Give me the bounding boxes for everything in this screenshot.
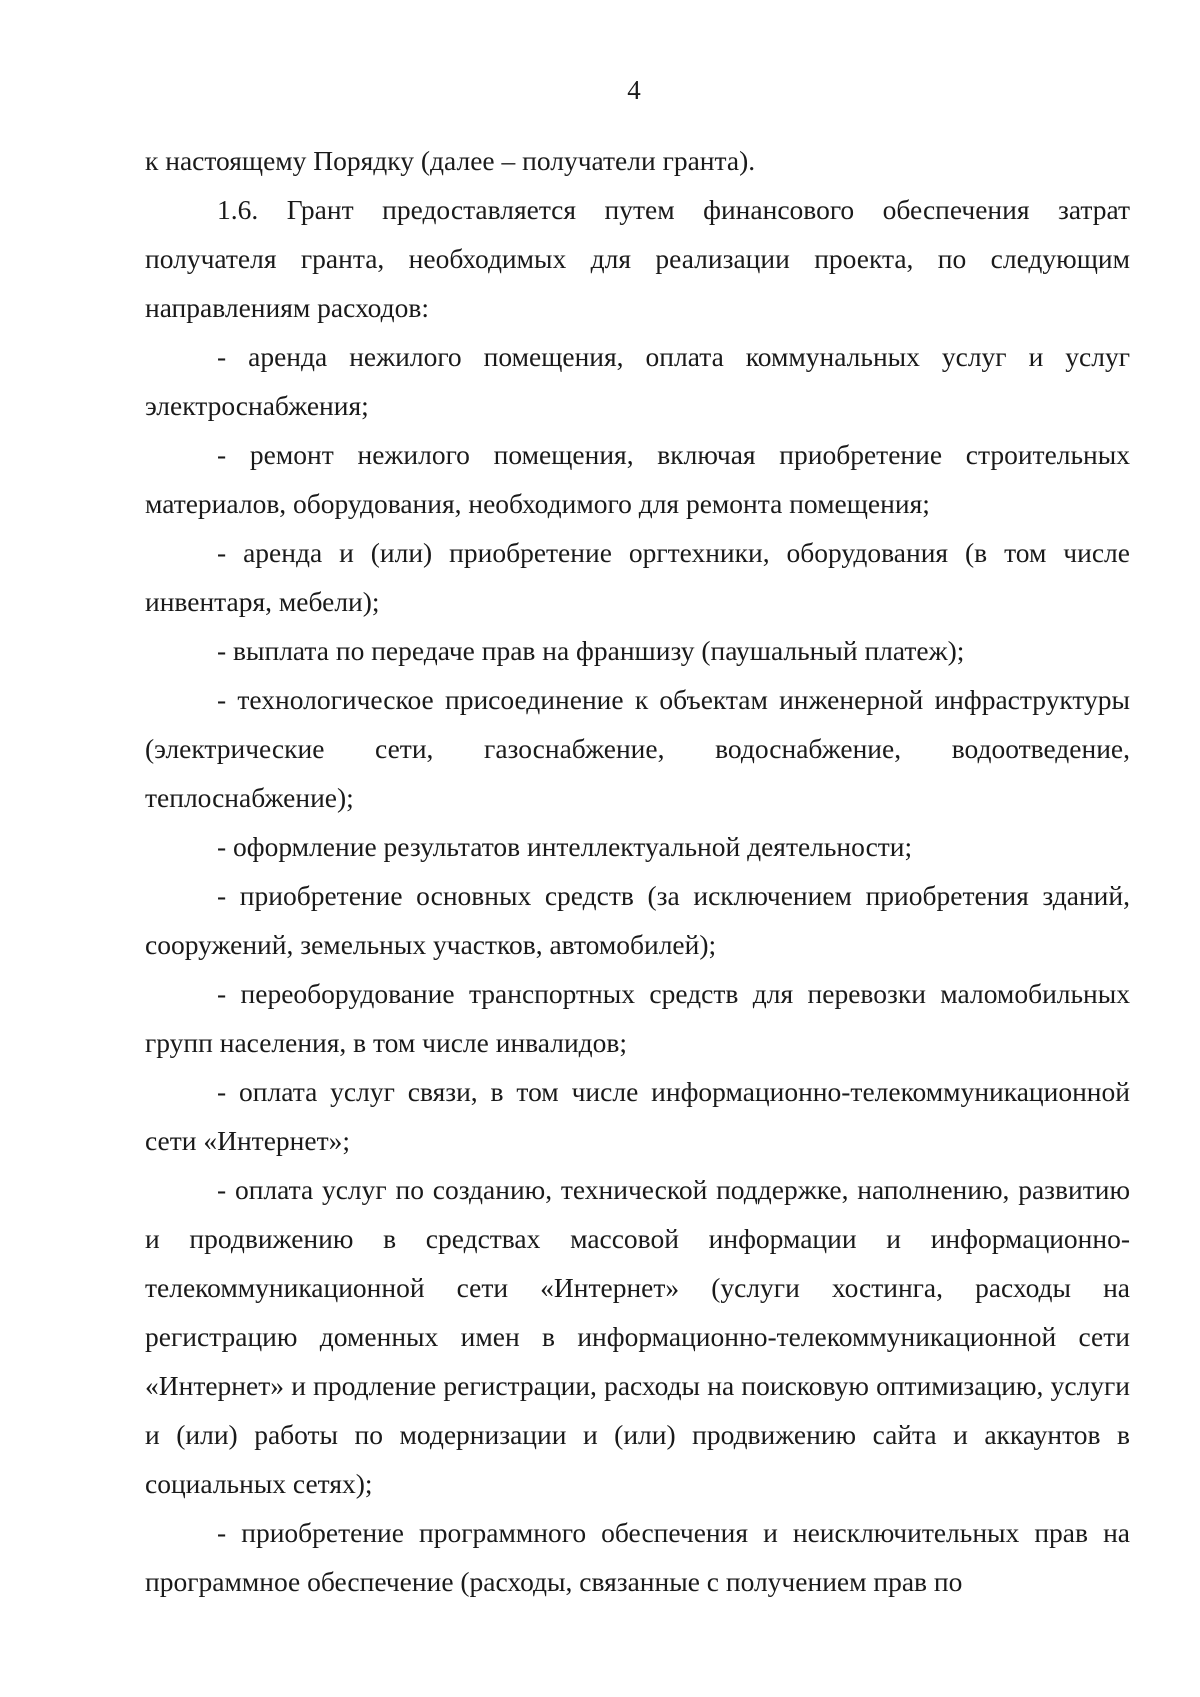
list-item-vehicle-conversion: - переоборудование транспортных средств для перевозки маломобильных групп населения, в том числе инвалидов;	[145, 978, 1130, 1058]
list-item-franchise: - выплата по передаче прав на франшизу (паушальный платеж);	[217, 635, 965, 666]
list-item-fixed-assets: - приобретение основных средств (за исключением приобретения зданий, сооружений, земельных участков, автомобилей);	[145, 880, 1130, 960]
list-item-rent-premises: - аренда нежилого помещения, оплата коммунальных услуг и услуг электроснабжения;	[145, 341, 1130, 421]
list-item-software: - приобретение программного обеспечения и неисключительных прав на программное обеспечение (расходы, связанные с получением прав по	[145, 1517, 1130, 1597]
list-item-communication: - оплата услуг связи, в том числе информационно-телекоммуникационной сети «Интернет»;	[145, 1076, 1130, 1156]
document-body	[145, 136, 1130, 1606]
paragraph-1-6-intro: 1.6. Грант предоставляется путем финансового обеспечения затрат получателя гранта, необходимых для реализации проекта, по следующим направлениям расходов:	[145, 194, 1130, 323]
paragraph-continuation: к настоящему Порядку (далее – получатели гранта).	[145, 145, 756, 176]
page-number: 4	[627, 75, 641, 105]
list-item-website-services: - оплата услуг по созданию, технической поддержке, наполнению, развитию и продвижению в средствах массовой информации и информационно-телекоммуникационной сети «Интернет» (услуги хостинга, расходы на регистрацию доменных имен в информационно-телекоммуникационной сети «Интернет» и продление регистрации, расходы на поисковую оптимизацию, услуги и (или) работы по модернизации и (или) продвижению сайта и аккаунтов в социальных сетях);	[145, 1174, 1130, 1499]
list-item-office-equipment: - аренда и (или) приобретение оргтехники, оборудования (в том числе инвентаря, мебели);	[145, 537, 1130, 617]
list-item-intellectual-property: - оформление результатов интеллектуальной деятельности;	[217, 831, 913, 862]
list-item-infrastructure: - технологическое присоединение к объектам инженерной инфраструктуры (электрические сети, газоснабжение, водоснабжение, водоотведение, теплоснабжение);	[145, 684, 1130, 813]
list-item-repair-premises: - ремонт нежилого помещения, включая приобретение строительных материалов, оборудования, необходимого для ремонта помещения;	[145, 439, 1130, 519]
